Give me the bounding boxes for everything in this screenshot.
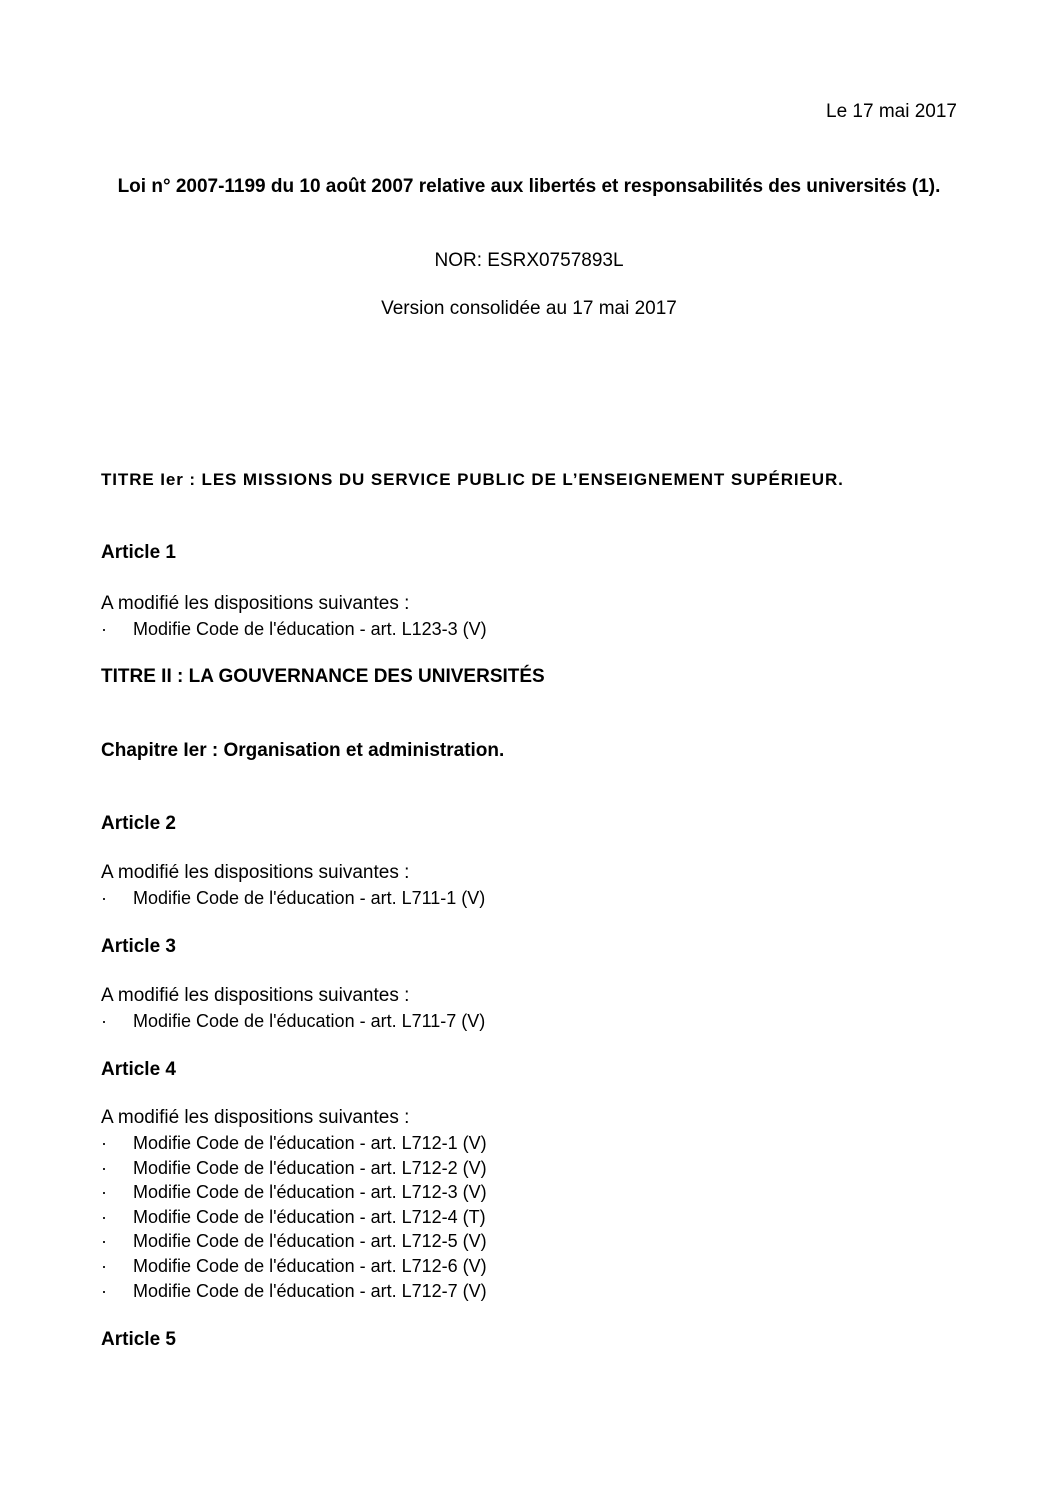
article-2-intro: A modifié les dispositions suivantes : xyxy=(101,862,410,883)
bullet-icon: · xyxy=(101,619,107,639)
list-item-text: Modifie Code de l'éducation - art. L712-3 (V) xyxy=(133,1182,487,1203)
list-item-text: Modifie Code de l'éducation - art. L712-1 (V) xyxy=(133,1133,487,1153)
bullet-icon: · xyxy=(101,888,107,908)
bullet-icon: · xyxy=(101,1011,107,1031)
bullet-icon: · xyxy=(101,1280,107,1301)
law-title: Loi n° 2007-1199 du 10 août 2007 relative aux libertés et responsabilités des universités (1). xyxy=(117,176,941,197)
article-4-intro: A modifié les dispositions suivantes : xyxy=(101,1107,410,1128)
document-date: Le 17 mai 2017 xyxy=(826,101,957,122)
bullet-icon: · xyxy=(101,1231,107,1252)
article-5-heading: Article 5 xyxy=(101,1329,176,1350)
bullet-icon: · xyxy=(101,1157,107,1178)
article-3-intro: A modifié les dispositions suivantes : xyxy=(101,985,410,1006)
nor-reference: NOR: ESRX0757893L xyxy=(434,250,624,271)
list-item-text: Modifie Code de l'éducation - art. L123-3 (V) xyxy=(133,619,487,639)
article-3-heading: Article 3 xyxy=(101,936,176,957)
bullet-icon: · xyxy=(101,1133,107,1153)
titre-1-heading: TITRE Ier : LES MISSIONS DU SERVICE PUBLIC DE L’ENSEIGNEMENT SUPÉRIEUR. xyxy=(101,470,844,489)
list-item-text: Modifie Code de l'éducation - art. L711-1 (V) xyxy=(133,888,486,908)
article-1-heading: Article 1 xyxy=(101,542,176,563)
list-item-text: Modifie Code de l'éducation - art. L712-6 (V) xyxy=(133,1255,487,1276)
chapitre-1-heading: Chapitre Ier : Organisation et administration. xyxy=(101,740,505,761)
list-item-text: Modifie Code de l'éducation - art. L712-2 (V) xyxy=(133,1157,487,1178)
list-item-text: Modifie Code de l'éducation - art. L712-4 (T) xyxy=(133,1206,486,1227)
list-item-text: Modifie Code de l'éducation - art. L711-7 (V) xyxy=(133,1011,486,1031)
bullet-icon: · xyxy=(101,1255,107,1276)
consolidated-version: Version consolidée au 17 mai 2017 xyxy=(381,298,677,319)
article-1-intro: A modifié les dispositions suivantes : xyxy=(101,593,410,614)
bullet-icon: · xyxy=(101,1182,107,1203)
titre-2-heading: TITRE II : LA GOUVERNANCE DES UNIVERSITÉS xyxy=(101,666,545,687)
list-item-text: Modifie Code de l'éducation - art. L712-7 (V) xyxy=(133,1280,487,1301)
article-4-heading: Article 4 xyxy=(101,1059,176,1080)
bullet-icon: · xyxy=(101,1206,107,1227)
article-2-heading: Article 2 xyxy=(101,813,176,834)
list-item-text: Modifie Code de l'éducation - art. L712-5 (V) xyxy=(133,1231,487,1252)
